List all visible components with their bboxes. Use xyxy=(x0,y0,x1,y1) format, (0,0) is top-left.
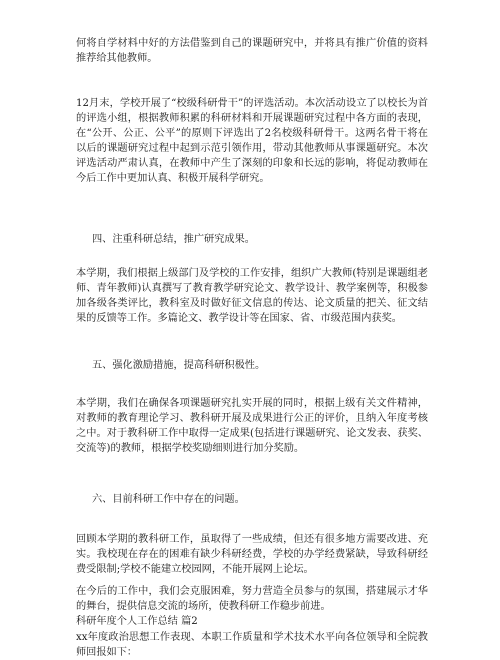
paragraph-intro-continuation: 何将自学材料中好的方法借鉴到自己的课题研究中，并将具有推广价值的资料推荐给其他教师。 xyxy=(76,38,428,64)
paragraph-evaluation-rewards: 本学期，我们在确保各项课题研究扎实开展的同时，根据上级有关文件精神，对教师的教育理论学习、教科研开展及成果进行公正的评价，且纳入年度考核之中。对于教科研工作中取得一定成果(包括进行课题研究、论文发表、获奖、交流等)的教师，根据学校奖励细则进行加分奖励。 xyxy=(76,398,428,454)
section-heading-summary: 四、注重科研总结，推广研究成果。 xyxy=(92,234,255,245)
article-title-part-2: 科研年度个人工作总结 篇2 xyxy=(76,616,198,627)
paragraph-research-backbone-selection: 12月末，学校开展了“校级科研骨干”的评选活动。本次活动设立了以校长为首的评选小组，根据教师积累的科研材料和开展课题研究过程中各方面的表现，在“公开、公正、公平”的原则下评选出了2名校级科研骨干。这两名骨干将在以后的课题研究过程中起到示范引领作用，带动其他教师从事课题研究。本次评选活动严肃认真，在教师中产生了深刻的印象和长远的影响，将促动教师在今后工作中更加认真、积极开展科学研究。 xyxy=(76,98,428,184)
paragraph-review-difficulties: 回顾本学期的教科研工作，虽取得了一些成绩，但还有很多地方需要改进、充实。我校现在存在的困难有缺少科研经费，学校的办学经费紧缺，导致科研经费受限制;学校不能建立校园网，不能开展网上论坛。 xyxy=(76,534,428,575)
paragraph-annual-report-intro: xx年度政治思想工作表现、本职工作质量和学术技术水平向各位领导和全院教师回报如下： xyxy=(76,632,428,658)
section-heading-problems: 六、目前科研工作中存在的问题。 xyxy=(92,494,245,505)
paragraph-future-work: 在今后的工作中，我们会克服困难，努力营造全员参与的氛围，搭建展示才华的舞台，提供信息交流的场所，使教科研工作稳步前进。 xyxy=(76,586,428,612)
section-heading-incentives: 五、强化激励措施，提高科研积极性。 xyxy=(92,360,266,371)
paragraph-paper-writing: 本学期，我们根据上级部门及学校的工作安排，组织广大教师(特别是课题组老师、青年教师)认真撰写了教育教学研究论文、教学设计、教学案例等，积极参加各级各类评比，教科室及时做好征文信息的传达、论文质量的把关、征文结果的反馈等工作。多篇论文、教学设计等在国家、省、市级范围内获奖。 xyxy=(76,268,428,324)
